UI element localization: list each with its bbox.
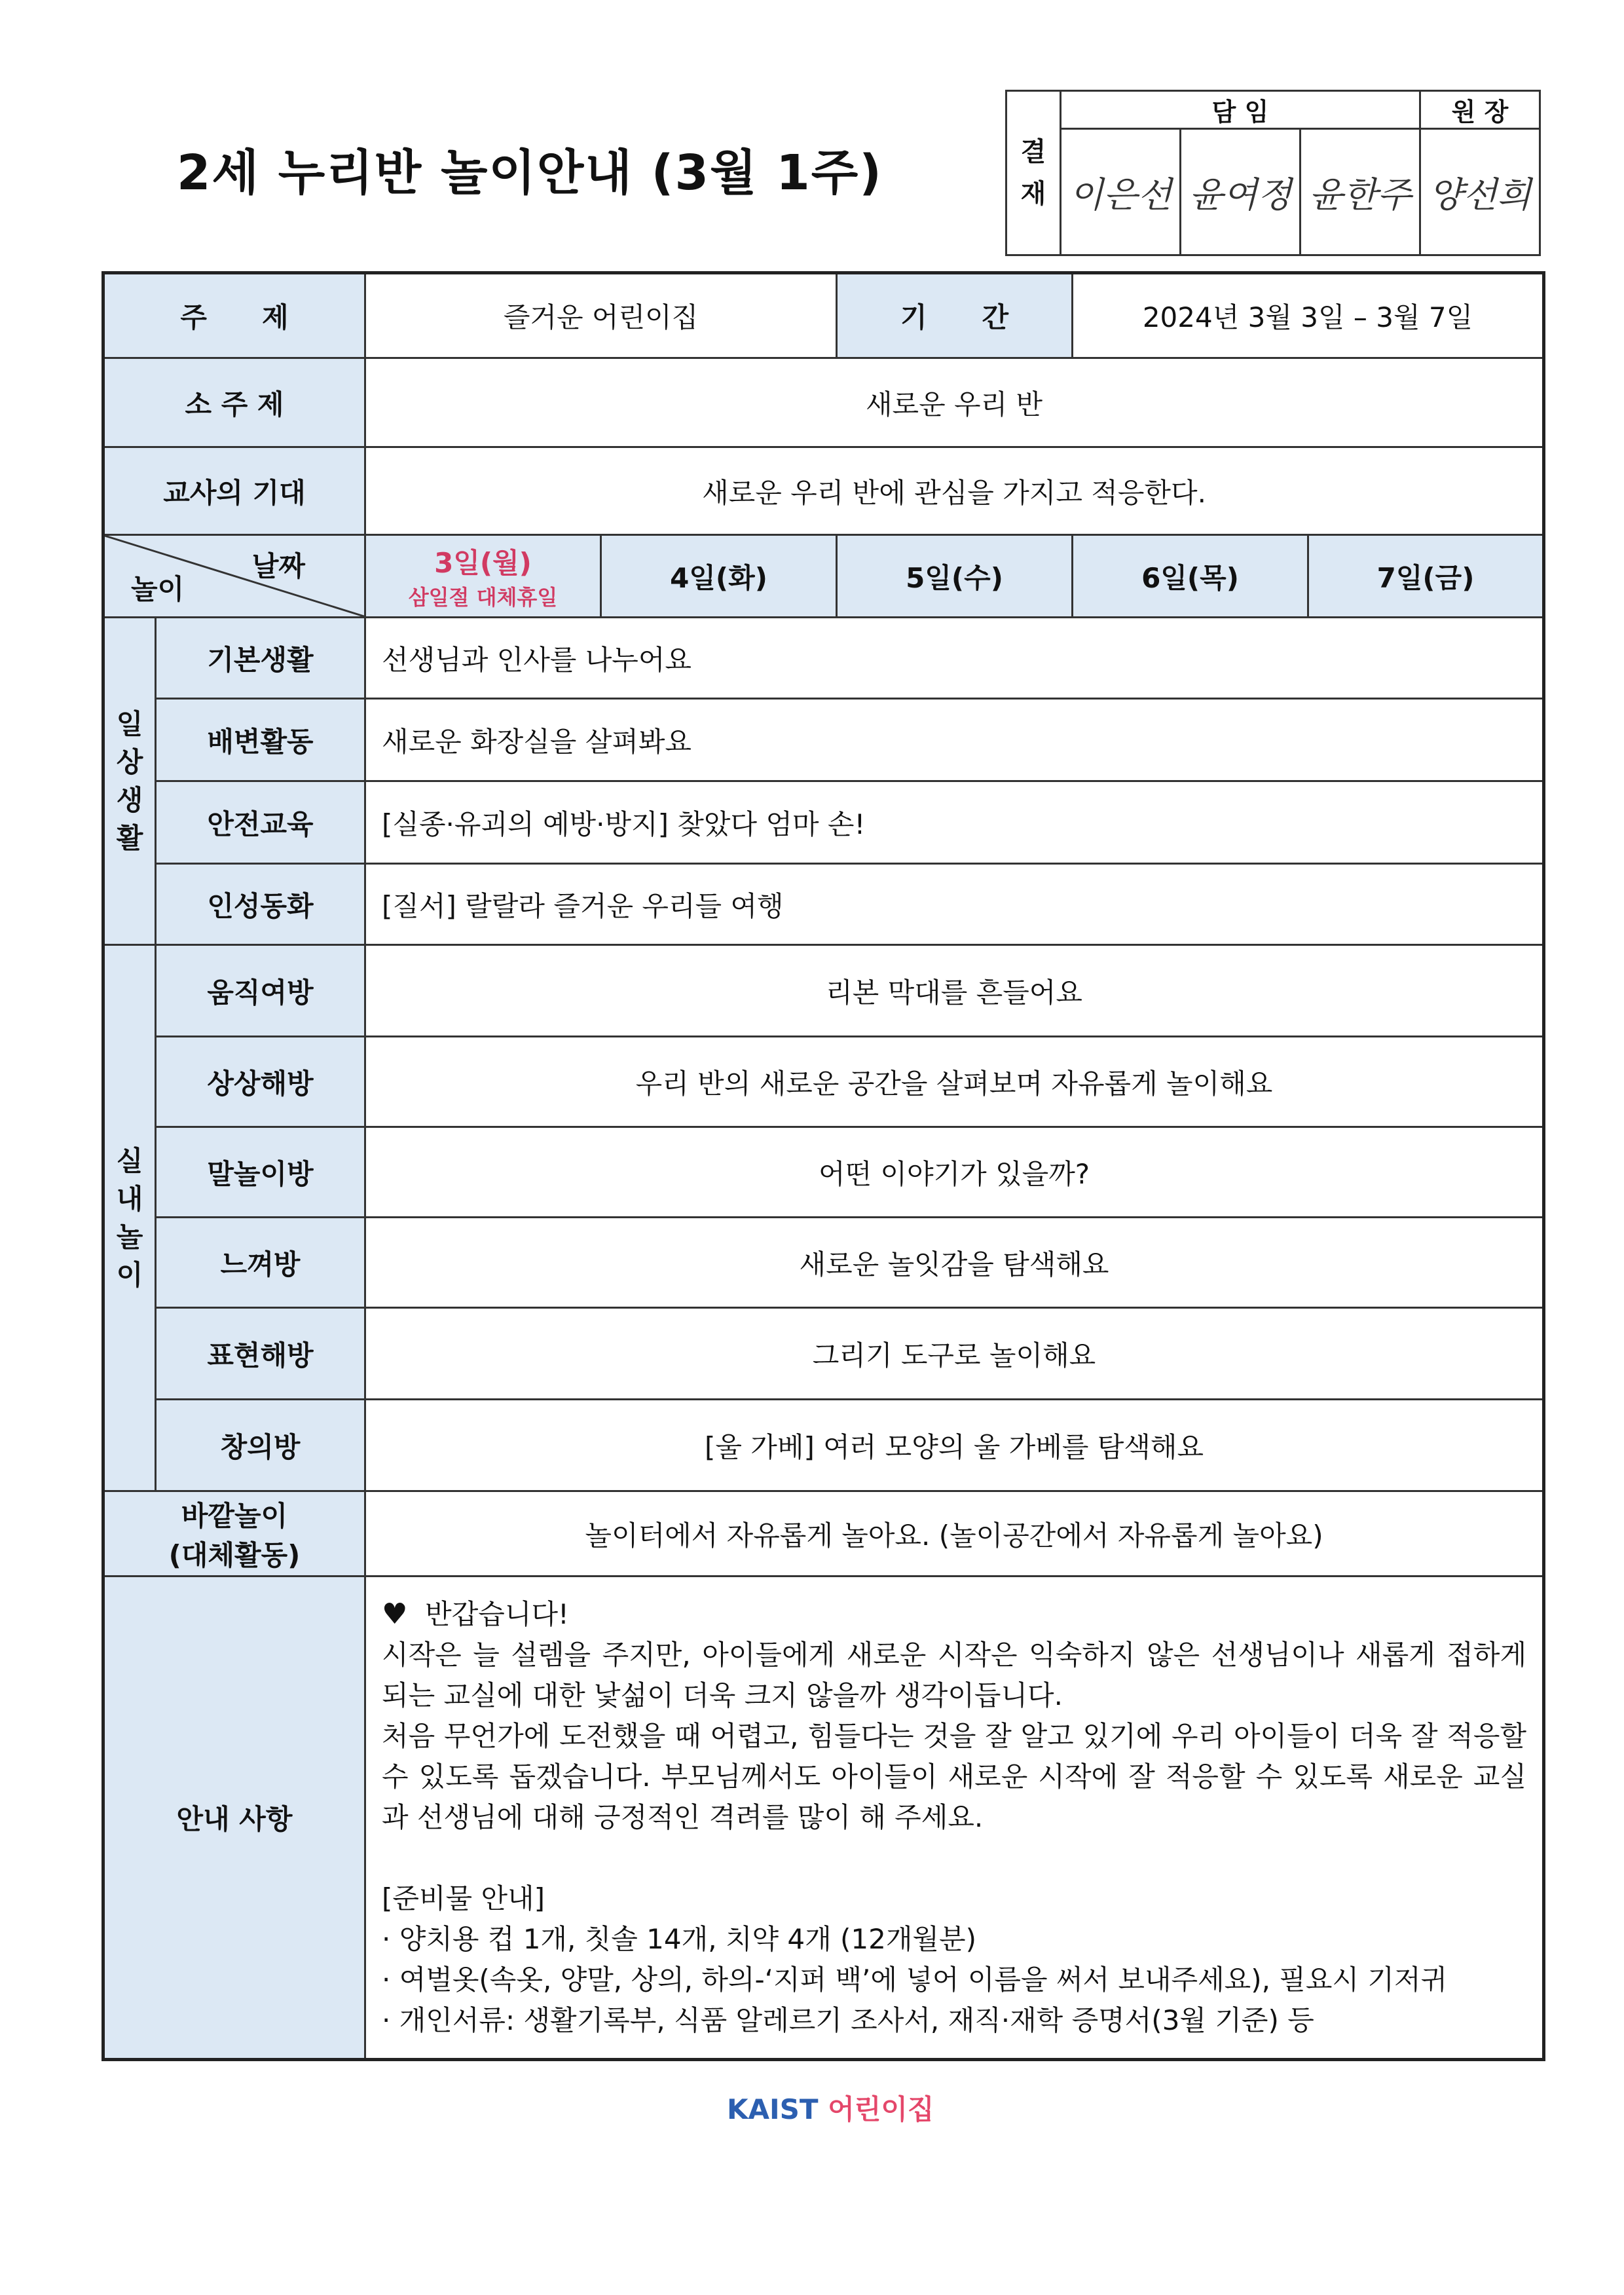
daily-label-3: 안전교육 <box>156 781 365 864</box>
outdoor-value: 놀이터에서 자유롭게 놀아요. (놀이공간에서 자유롭게 놀아요) <box>365 1491 1544 1577</box>
heart-icon: ♥ <box>382 1597 408 1631</box>
indoor-group-char-1: 실 <box>116 1144 143 1177</box>
outdoor-label-line-2: (대체활동) <box>168 1539 301 1571</box>
approval-side-label <box>1006 91 1061 255</box>
daily-label-1: 기본생활 <box>156 618 365 699</box>
indoor-label-4: 느껴방 <box>156 1218 365 1308</box>
logo-name: 어린이집 <box>828 2093 934 2125</box>
daily-label-4: 인성동화 <box>156 864 365 945</box>
daily-value-4: [질서] 랄랄라 즐거운 우리들 여행 <box>365 864 1544 945</box>
indoor-label-3: 말놀이방 <box>156 1127 365 1218</box>
expectation-value: 새로운 우리 반에 관심을 가지고 적응한다. <box>365 447 1544 535</box>
daily-value-3: [실종·유괴의 예방·방지] 찾았다 엄마 손! <box>365 781 1544 864</box>
indoor-value-1: 리본 막대를 흔들어요 <box>365 945 1544 1037</box>
day-5: 7일(금) <box>1308 535 1544 618</box>
notice-greeting: 반갑습니다! <box>425 1598 569 1630</box>
theme-value: 즐거운 어린이집 <box>365 273 837 358</box>
indoor-value-4: 새로운 놀잇감을 탐색해요 <box>365 1218 1544 1308</box>
expectation-label: 교사의 기대 <box>103 447 365 535</box>
theme-label: 주 제 <box>103 273 365 358</box>
logo-kaist: KAIST <box>727 2093 819 2125</box>
day-1-label: 3일(월) <box>434 546 532 579</box>
subtheme-label: 소 주 제 <box>103 358 365 447</box>
day-2: 4일(화) <box>601 535 837 618</box>
plan-table <box>101 271 1545 2061</box>
page-title: 2세 누리반 놀이안내 (3월 1주) <box>177 145 883 201</box>
indoor-label-5: 표현해방 <box>156 1308 365 1400</box>
corner-play-label: 놀이 <box>131 573 185 605</box>
indoor-value-3: 어떤 이야기가 있을까? <box>365 1127 1544 1218</box>
period-value: 2024년 3월 3일 – 3월 7일 <box>1073 273 1544 358</box>
period-label: 기 간 <box>837 273 1073 358</box>
notice-spacer <box>382 1838 1526 1878</box>
daily-life-group <box>103 618 156 945</box>
notice-paragraph-1: 시작은 늘 설렘을 주지만, 아이들에게 새로운 시작은 익숙하지 않은 선생님이나 새롭게 접하게 되는 교실에 대한 낯섦이 더욱 크지 않을까 생각이듭니다. <box>382 1639 1527 1711</box>
footer-logo <box>727 2088 934 2127</box>
supplies-item-3: · 개인서류: 생활기록부, 식품 알레르기 조사서, 재직·재학 증명서(3월 기준) 등 <box>382 2004 1314 2036</box>
notice-paragraph-2: 처음 무언가에 도전했을 때 어렵고, 힘들다는 것을 잘 알고 있기에 우리 아이들이 더욱 잘 적응할 수 있도록 돕겠습니다. 부모님께서도 아이들이 새로운 시작에 잘 적응할 수 있도록 새로운 교실과 선생님에 대해 긍정적인 격려를 많이 해 주세요. <box>382 1720 1527 1833</box>
notice-greeting-line <box>382 1594 1526 1635</box>
day-3: 5일(수) <box>837 535 1073 618</box>
daily-group-char-1: 일 <box>116 707 143 740</box>
daily-group-char-3: 생 <box>116 783 143 816</box>
indoor-value-5: 그리기 도구로 놀이해요 <box>365 1308 1544 1400</box>
supplies-title: [준비물 안내] <box>382 1882 545 1914</box>
day-1-note: 삼일절 대체휴일 <box>408 584 558 610</box>
indoor-group-char-2: 내 <box>116 1182 143 1215</box>
indoor-label-2: 상상해방 <box>156 1037 365 1127</box>
daily-value-2: 새로운 화장실을 살펴봐요 <box>365 699 1544 781</box>
indoor-group-char-3: 놀 <box>116 1220 143 1253</box>
indoor-value-6: [울 가베] 여러 모양의 울 가베를 탐색해요 <box>365 1400 1544 1491</box>
indoor-label-1: 움직여방 <box>156 945 365 1037</box>
indoor-label-6: 창의방 <box>156 1400 365 1491</box>
subtheme-value: 새로운 우리 반 <box>365 358 1544 447</box>
supplies-item-2: · 여벌옷(속옷, 양말, 상의, 하의-‘지퍼 백’에 넣어 이름을 써서 보내주세요), 필요시 기저귀 <box>382 1964 1448 1996</box>
outdoor-label <box>103 1491 365 1577</box>
approval-director-label: 원 장 <box>1420 91 1540 129</box>
notice-content <box>365 1577 1544 2060</box>
approval-side-1: 결 <box>1020 137 1046 167</box>
indoor-value-2: 우리 반의 새로운 공간을 살펴보며 자유롭게 놀이해요 <box>365 1037 1544 1127</box>
indoor-play-group <box>103 945 156 1491</box>
outdoor-label-line-1: 바깥놀이 <box>181 1499 288 1532</box>
signature-3: 윤한주 <box>1301 129 1420 255</box>
supplies-item-1: · 양치용 컵 1개, 칫솔 14개, 치약 4개 (12개월분) <box>382 1923 976 1955</box>
daily-label-2: 배변활동 <box>156 699 365 781</box>
signature-4: 양선희 <box>1420 129 1540 255</box>
indoor-group-char-4: 이 <box>116 1258 143 1291</box>
daily-value-1: 선생님과 인사를 나누어요 <box>365 618 1544 699</box>
day-4: 6일(목) <box>1073 535 1308 618</box>
daily-group-char-4: 활 <box>116 821 143 854</box>
approval-teacher-label: 담 임 <box>1061 91 1420 129</box>
date-play-corner <box>103 535 365 618</box>
day-1 <box>365 535 601 618</box>
daily-group-char-2: 상 <box>116 745 143 778</box>
approval-side-2: 재 <box>1020 179 1046 209</box>
signature-1: 이은선 <box>1061 129 1181 255</box>
notice-label: 안내 사항 <box>103 1577 365 2060</box>
signature-2: 윤여정 <box>1181 129 1301 255</box>
approval-box <box>1005 90 1541 256</box>
corner-date-label: 날짜 <box>251 550 305 582</box>
